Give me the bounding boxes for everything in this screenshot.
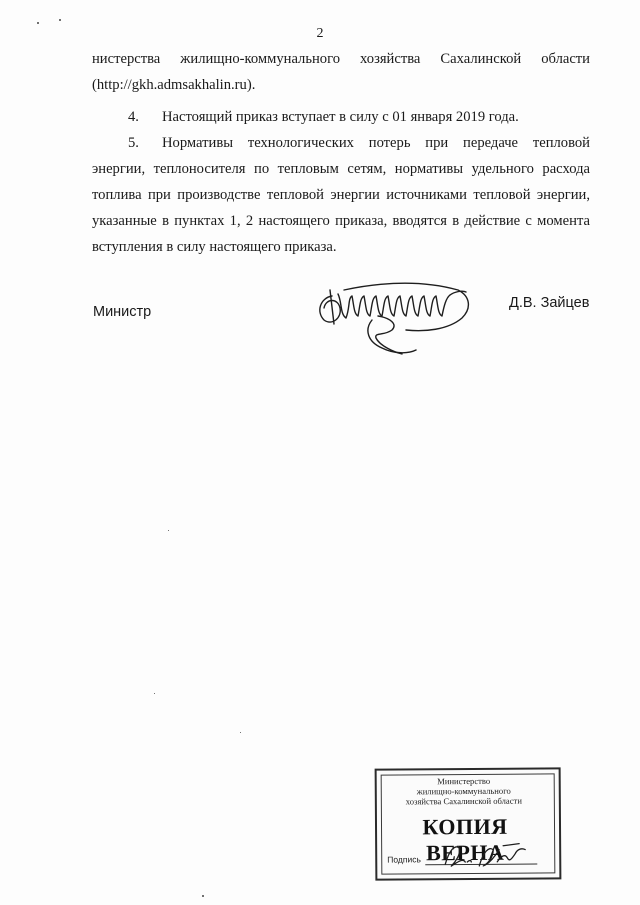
scan-speck xyxy=(59,19,61,21)
scan-speck xyxy=(154,693,155,694)
signatory-title: Министр xyxy=(93,304,152,320)
stamp-org-line: жилищно-коммунального xyxy=(416,785,511,797)
paragraph-item-5 xyxy=(92,130,590,260)
item-4-text: Настоящий приказ вступает в силу с 01 января 2019 года. xyxy=(162,109,519,125)
certification-stamp xyxy=(375,767,562,880)
scan-speck xyxy=(168,530,169,531)
stamp-org-line: хозяйства Сахалинской области xyxy=(405,795,522,807)
stamp-main-text: КОПИЯ ВЕРНА xyxy=(422,813,508,866)
scan-speck xyxy=(37,22,39,24)
stamp-signature-icon xyxy=(439,840,529,873)
stamp-sign-label: Подпись xyxy=(387,854,421,865)
scan-speck xyxy=(240,732,241,733)
handwritten-signature xyxy=(312,268,482,373)
signature-icon xyxy=(312,268,482,368)
stamp-organization xyxy=(383,775,545,806)
signatory-name: Д.В. Зайцев xyxy=(509,295,590,311)
stamp-org-line: Министерство xyxy=(437,775,491,787)
scan-speck xyxy=(202,895,204,897)
item-5-text: Нормативы технологических потерь при передаче тепловой энергии, теплоносителя по тепловым сетям, нормативы удельного расхода топлива при производстве тепловой энергии источниками тепловой энергии, указанные в пунктах 1, 2 настоящего приказа, вводятся в действие с момента вступления в силу настоящего приказа. xyxy=(92,135,590,255)
paragraph-item-4 xyxy=(92,104,590,130)
stamp-signature xyxy=(439,840,529,878)
item-5-number: 5. xyxy=(128,135,139,151)
item-4-number: 4. xyxy=(128,109,139,125)
paragraph-continuation: нистерства жилищно-коммунального хозяйства Сахалинской области (http://gkh.admsakhalin.ru). xyxy=(92,51,590,93)
page-number: 2 xyxy=(316,26,324,41)
